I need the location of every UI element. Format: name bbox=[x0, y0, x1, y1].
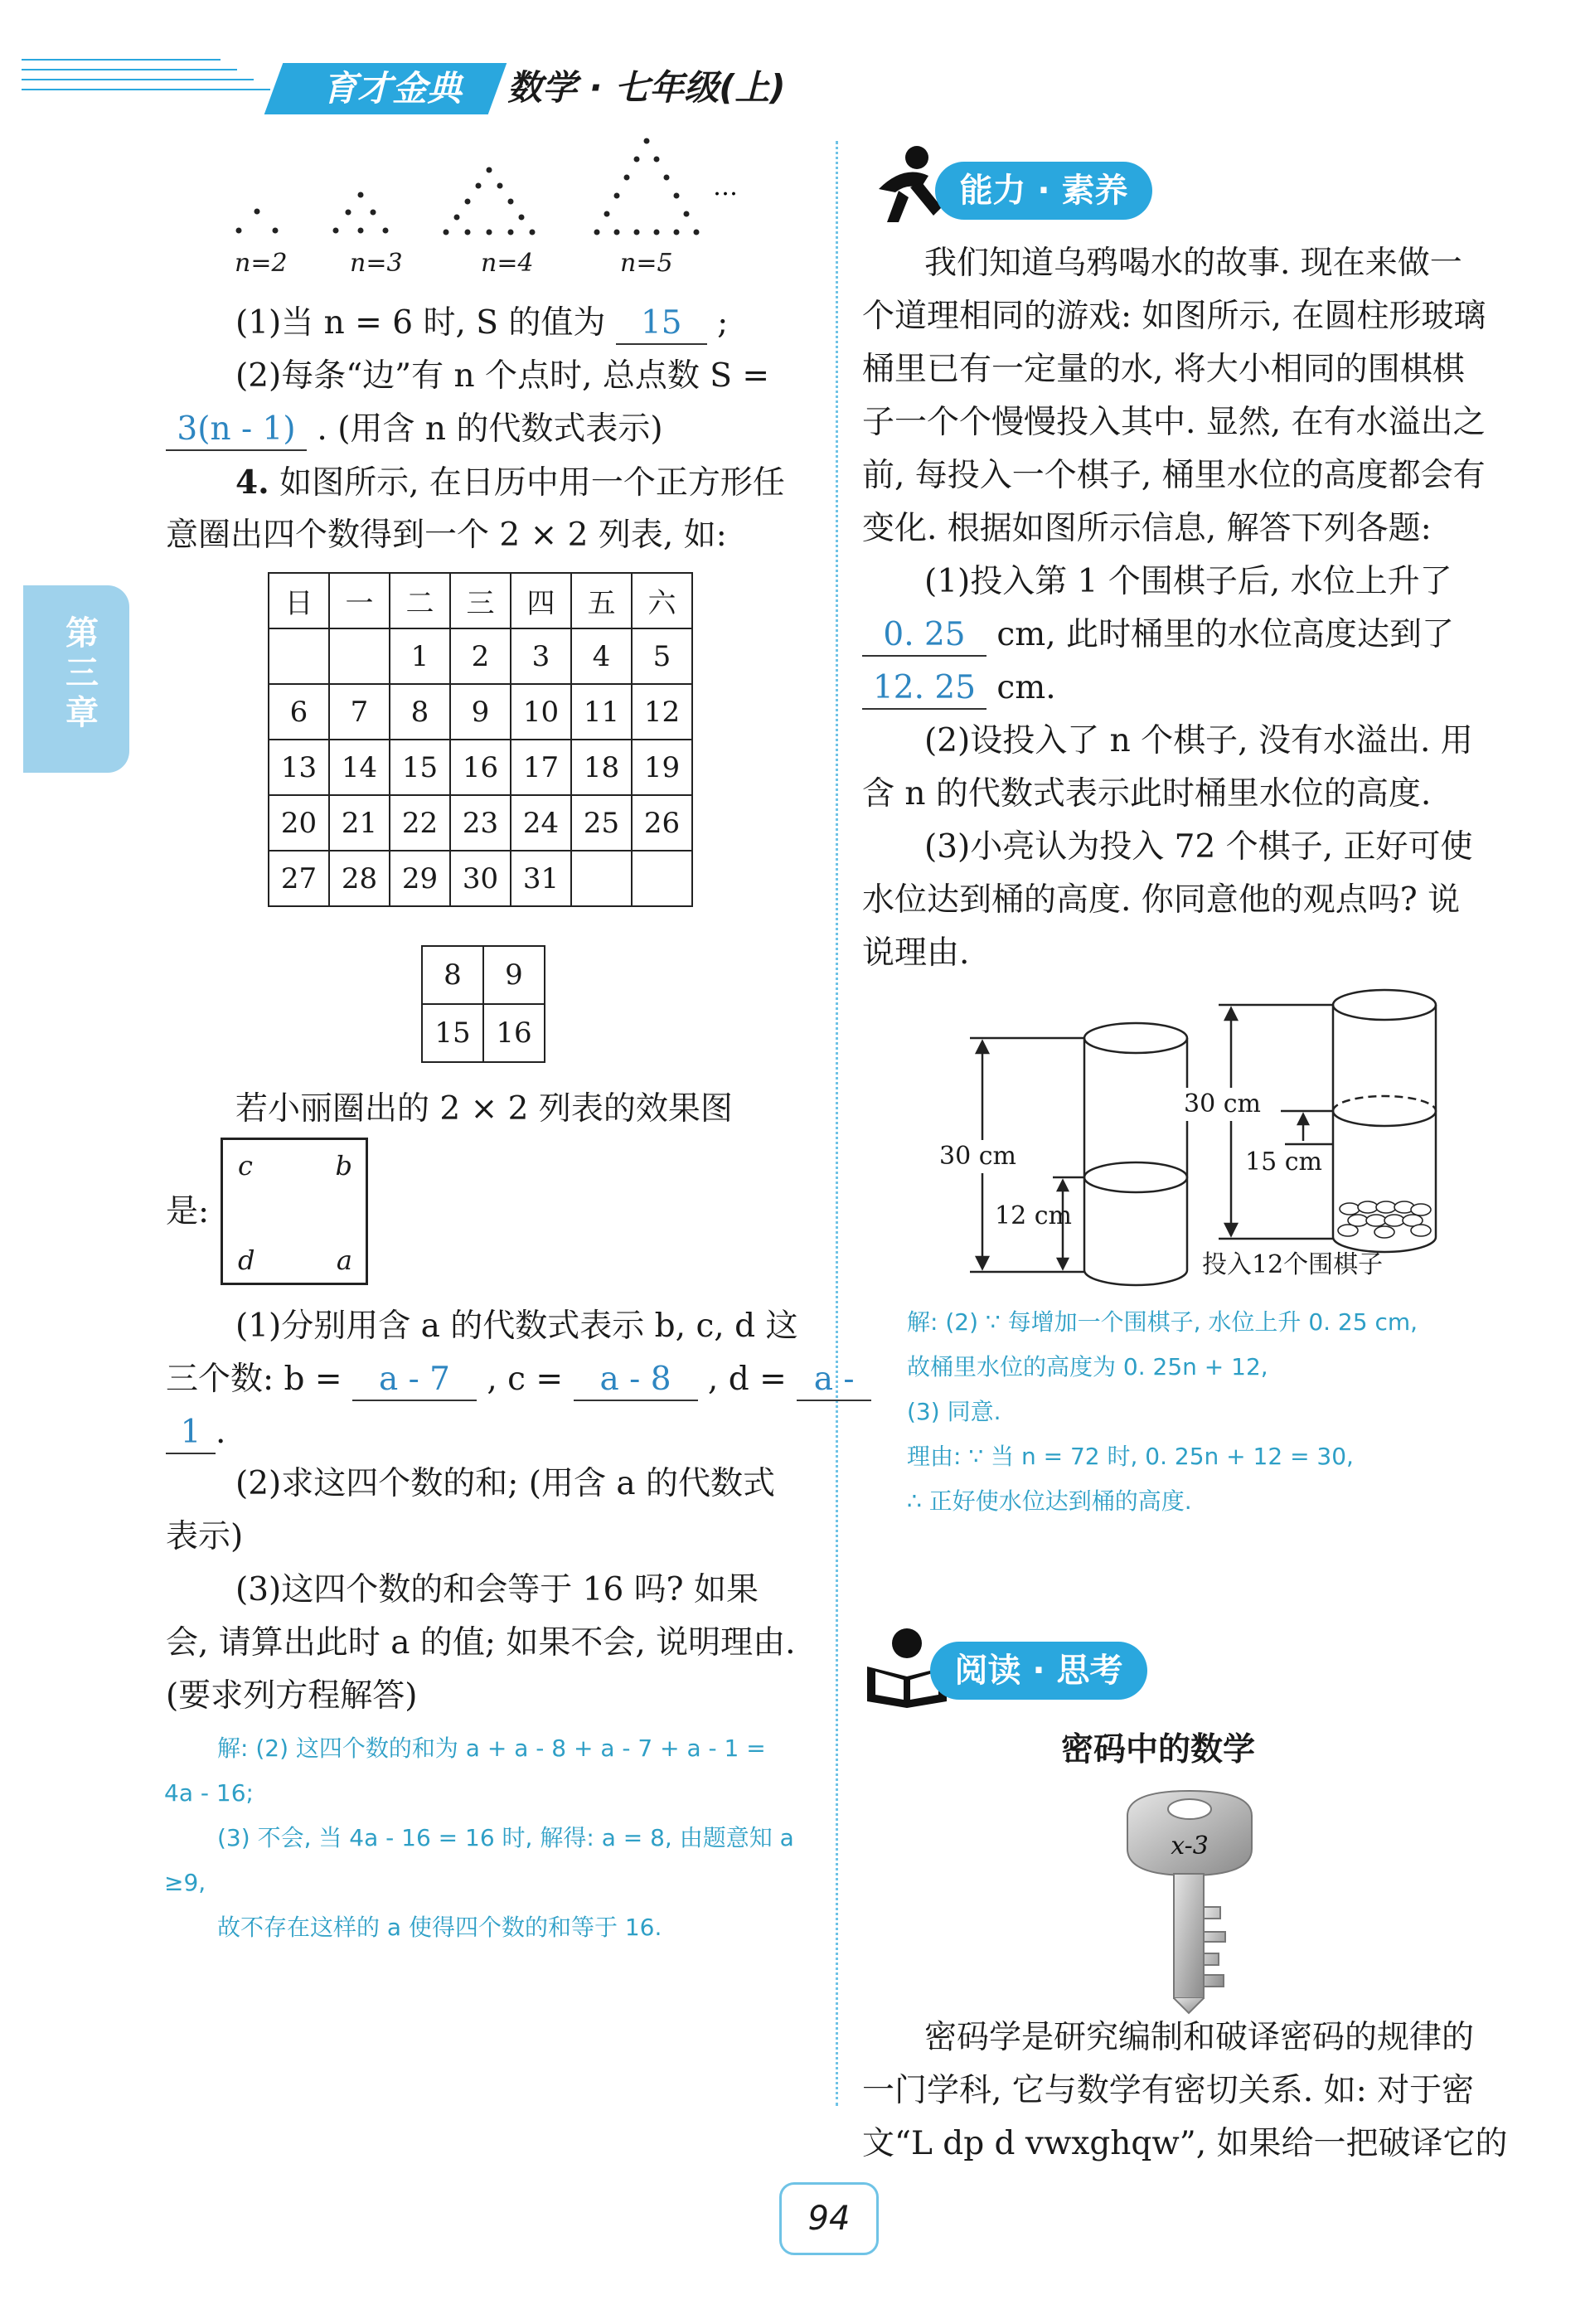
calendar-cell: 29 bbox=[390, 851, 450, 906]
calendar-cell bbox=[269, 628, 329, 684]
section-reading-title: 阅读 · 思考 bbox=[930, 1642, 1147, 1700]
r1-answer1: 0. 25 bbox=[862, 615, 986, 657]
para2-line: 文“L dp d vwxghqw”, 如果给一把破译它的 bbox=[862, 2125, 1508, 2162]
r1-answer2: 12. 25 bbox=[862, 668, 986, 710]
calendar-cell: 16 bbox=[450, 740, 511, 795]
answer-c: a - 8 bbox=[574, 1360, 698, 1401]
letter-box bbox=[221, 1138, 368, 1285]
calendar-row bbox=[269, 684, 692, 740]
left-solution-line: ≥9, bbox=[164, 1869, 206, 1896]
r3-line3: 说理由. bbox=[862, 934, 970, 972]
small-table-cell: 8 bbox=[422, 946, 483, 1004]
calendar-cell: 8 bbox=[390, 684, 450, 740]
q3-part2-line1: (2)每条“边”有 n 个点时, 总点数 S = bbox=[235, 357, 770, 395]
left-solution-line: 4a - 16; bbox=[164, 1779, 254, 1807]
q4-line2: 意圈出四个数得到一个 2 × 2 列表, 如: bbox=[166, 517, 727, 554]
right-solution-line: 理由: ∵ 当 n = 72 时, 0. 25n + 12 = 30, bbox=[907, 1443, 1354, 1470]
calendar-header-cell: 四 bbox=[511, 573, 571, 628]
calendar-cell: 17 bbox=[511, 740, 571, 795]
q4-part1-line2: 三个数: b = a - 7 , c = a - 8 , d = a - bbox=[166, 1353, 871, 1406]
calendar-row bbox=[269, 740, 692, 795]
para1-line: 子一个个慢慢投入其中. 显然, 在有水溢出之 bbox=[862, 404, 1486, 441]
calendar-cell: 23 bbox=[450, 795, 511, 851]
q3-part2-line2: 3(n - 1) . (用含 n 的代数式表示) bbox=[166, 403, 663, 456]
small-table-cell: 15 bbox=[422, 1004, 483, 1062]
calendar-cell: 31 bbox=[511, 851, 571, 906]
left-solution-line: 解: (2) 这四个数的和为 a + a - 8 + a - 7 + a - 1 = bbox=[217, 1735, 766, 1762]
calendar-cell: 14 bbox=[329, 740, 390, 795]
r1-line2: 0. 25 cm, 此时桶里的水位高度达到了 bbox=[862, 609, 1454, 662]
q4-part1-line1: (1)分别用含 a 的代数式表示 b, c, d 这 bbox=[235, 1308, 798, 1345]
q4-part2-line1: (2)求这四个数的和; (用含 a 的代数式 bbox=[235, 1465, 776, 1502]
fig-left-water: 12 cm bbox=[995, 1201, 1072, 1230]
calendar-row bbox=[269, 851, 692, 906]
q3-part2-answer: 3(n - 1) bbox=[166, 410, 307, 451]
cylinder-figure bbox=[920, 978, 1459, 1293]
calendar-cell: 30 bbox=[450, 851, 511, 906]
calendar-cell: 24 bbox=[511, 795, 571, 851]
right-solution-line: 解: (2) ∵ 每增加一个围棋子, 水位上升 0. 25 cm, bbox=[907, 1308, 1418, 1336]
para1-line: 变化. 根据如图所示信息, 解答下列各题: bbox=[862, 510, 1432, 547]
dots-label-n5: n=5 bbox=[620, 249, 673, 278]
calendar-cell: 2 bbox=[450, 628, 511, 684]
answer-b: a - 7 bbox=[352, 1360, 477, 1401]
r2-line2: 含 n 的代数式表示此时桶里水位的高度. bbox=[862, 775, 1432, 813]
calendar-cell: 18 bbox=[571, 740, 632, 795]
small-table-row bbox=[422, 1004, 545, 1062]
fig-right-water: 15 cm bbox=[1245, 1147, 1322, 1177]
box-letter-a: a bbox=[336, 1244, 352, 1276]
q4-part2-line2: 表示) bbox=[166, 1518, 244, 1555]
dots-label-n4: n=4 bbox=[481, 249, 534, 278]
header-brand: 育才金典 bbox=[322, 68, 462, 109]
section-ability-title: 能力 · 素养 bbox=[935, 162, 1152, 220]
calendar-cell: 28 bbox=[329, 851, 390, 906]
fig-right-height: 30 cm bbox=[1184, 1088, 1261, 1121]
calendar-header-row bbox=[269, 573, 692, 628]
calendar-cell: 5 bbox=[632, 628, 692, 684]
q4-part3-line1: (3)这四个数的和会等于 16 吗? 如果 bbox=[235, 1571, 759, 1608]
dots-label-n2: n=2 bbox=[235, 249, 288, 278]
calendar-header-cell: 日 bbox=[269, 573, 329, 628]
calendar-cell bbox=[632, 851, 692, 906]
small-2x2-table bbox=[421, 945, 545, 1063]
right-solution-line: ∴ 正好使水位达到桶的高度. bbox=[907, 1487, 1192, 1515]
r2-line1: (2)设投入了 n 个棋子, 没有水溢出. 用 bbox=[924, 722, 1473, 759]
box-letter-d: d bbox=[238, 1244, 255, 1276]
q3-part1: (1)当 n = 6 时, S 的值为 15 ; bbox=[235, 297, 728, 350]
small-table-cell: 16 bbox=[483, 1004, 545, 1062]
calendar-cell: 4 bbox=[571, 628, 632, 684]
box-letter-b: b bbox=[335, 1150, 352, 1181]
q4-part1-line3: 1 . bbox=[166, 1406, 225, 1459]
key-illustration bbox=[1111, 1783, 1268, 2015]
calendar-cell: 6 bbox=[269, 684, 329, 740]
fig-left-height: 30 cm bbox=[939, 1140, 1016, 1173]
calendar-cell: 13 bbox=[269, 740, 329, 795]
header-subject: 数学 · 七年级(上) bbox=[507, 67, 786, 108]
fig-caption: 投入12个围棋子 bbox=[1202, 1250, 1384, 1279]
calendar-cell: 19 bbox=[632, 740, 692, 795]
calendar-header-cell: 六 bbox=[632, 573, 692, 628]
dot-pattern-figure bbox=[224, 124, 754, 249]
box-letter-c: c bbox=[238, 1150, 253, 1181]
header-decoration-lines bbox=[22, 55, 287, 113]
small-table-cell: 9 bbox=[483, 946, 545, 1004]
calendar-cell: 27 bbox=[269, 851, 329, 906]
dots-label-n3: n=3 bbox=[350, 249, 403, 278]
q4-part3-line2: 会, 请算出此时 a 的值; 如果不会, 说明理由. bbox=[166, 1624, 796, 1662]
left-solution-line: 故不存在这样的 a 使得四个数的和等于 16. bbox=[217, 1914, 662, 1941]
calendar-cell: 20 bbox=[269, 795, 329, 851]
calendar-row bbox=[269, 795, 692, 851]
para2-line: 一门学科, 它与数学有密切关系. 如: 对于密 bbox=[862, 2072, 1475, 2109]
calendar-cell: 21 bbox=[329, 795, 390, 851]
calendar-header-cell: 一 bbox=[329, 573, 390, 628]
calendar-cell: 1 bbox=[390, 628, 450, 684]
calendar-cell: 12 bbox=[632, 684, 692, 740]
calendar-cell: 3 bbox=[511, 628, 571, 684]
para1-line: 桶里已有一定量的水, 将大小相同的围棋棋 bbox=[862, 351, 1465, 388]
effect-is-label: 是: bbox=[166, 1193, 210, 1230]
para1-line: 我们知道乌鸦喝水的故事. 现在来做一 bbox=[924, 245, 1462, 282]
calendar-cell: 22 bbox=[390, 795, 450, 851]
calendar-header-cell: 三 bbox=[450, 573, 511, 628]
calendar-cell: 7 bbox=[329, 684, 390, 740]
calendar-cell: 9 bbox=[450, 684, 511, 740]
calendar-cell: 26 bbox=[632, 795, 692, 851]
calendar-row bbox=[269, 628, 692, 684]
calendar-header-cell: 二 bbox=[390, 573, 450, 628]
q4-part3-line3: (要求列方程解答) bbox=[166, 1677, 418, 1715]
calendar-cell: 10 bbox=[511, 684, 571, 740]
calendar-table bbox=[268, 572, 693, 907]
chapter-label: 第三章 bbox=[65, 614, 99, 732]
dots-ellipsis: … bbox=[713, 172, 738, 201]
calendar-cell bbox=[571, 851, 632, 906]
para1-line: 前, 每投入一个棋子, 桶里水位的高度都会有 bbox=[862, 457, 1486, 494]
r3-line1: (3)小亮认为投入 72 个棋子, 正好可使 bbox=[924, 828, 1473, 866]
calendar-cell: 15 bbox=[390, 740, 450, 795]
calendar-header-cell: 五 bbox=[571, 573, 632, 628]
calendar-cell: 25 bbox=[571, 795, 632, 851]
calendar-cell bbox=[329, 628, 390, 684]
r3-line2: 水位达到桶的高度. 你同意他的观点吗? 说 bbox=[862, 881, 1461, 919]
answer-d-part1: a - bbox=[797, 1360, 871, 1401]
effect-line: 若小丽圈出的 2 × 2 列表的效果图 bbox=[235, 1090, 733, 1128]
key-label: x-3 bbox=[1171, 1832, 1209, 1861]
right-solution-line: (3) 同意. bbox=[907, 1398, 1001, 1425]
r1-line1: (1)投入第 1 个围棋子后, 水位上升了 bbox=[924, 563, 1452, 600]
page-number: 94 bbox=[779, 2182, 879, 2255]
left-solution-line: (3) 不会, 当 4a - 16 = 16 时, 解得: a = 8, 由题意知 a bbox=[217, 1824, 794, 1851]
reading-title: 密码中的数学 bbox=[1061, 1730, 1256, 1768]
calendar-cell: 11 bbox=[571, 684, 632, 740]
para1-line: 个道理相同的游戏: 如图所示, 在圆柱形玻璃 bbox=[862, 298, 1486, 335]
q3-part1-answer: 15 bbox=[616, 303, 707, 345]
r1-line3: 12. 25 cm. bbox=[862, 662, 1056, 715]
right-solution-line: 故桶里水位的高度为 0. 25n + 12, bbox=[907, 1353, 1268, 1380]
column-divider bbox=[836, 141, 838, 2106]
q4-line1: 4. 如图所示, 在日历中用一个正方形任 bbox=[235, 463, 785, 502]
answer-d-part2: 1 bbox=[166, 1413, 216, 1454]
para2-line: 密码学是研究编制和破译密码的规律的 bbox=[924, 2019, 1475, 2056]
small-table-row bbox=[422, 946, 545, 1004]
